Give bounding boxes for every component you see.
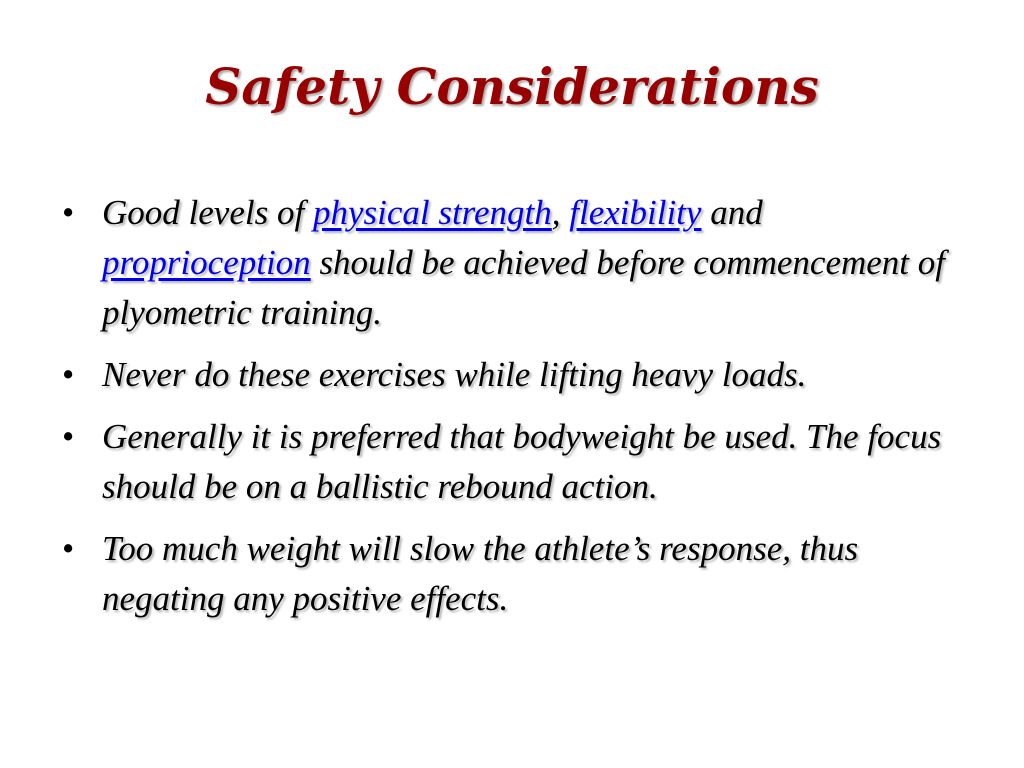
bullet-marker: •: [62, 529, 75, 568]
bullet-marker: •: [62, 193, 75, 232]
bullet-text-outro: should be achieved before commencement of plyometric training.: [102, 243, 945, 332]
bullet-item-2: [62, 350, 972, 400]
bullet-text: Generally it is preferred that bodyweight be used. The focus should be on a ballistic rebound action.: [102, 417, 942, 506]
bullet-item-4: [62, 524, 972, 624]
bullet-item-1: [62, 188, 972, 338]
bullet-text: Too much weight will slow the athlete’s response, thus negating any positive effects.: [102, 529, 859, 618]
bullet-list: [62, 188, 972, 636]
bullet-text-intro: Good levels of: [102, 193, 313, 232]
link-flexibility[interactable]: flexibility: [569, 193, 702, 232]
bullet-text-sep1: ,: [551, 193, 570, 232]
slide-title: Safety Considerations: [205, 57, 819, 116]
link-physical-strength[interactable]: physical strength: [312, 193, 552, 232]
bullet-text-sep2: and: [701, 193, 763, 232]
bullet-text: Never do these exercises while lifting heavy loads.: [102, 355, 807, 394]
bullet-marker: •: [62, 417, 75, 456]
bullet-marker: •: [62, 355, 75, 394]
bullet-item-3: [62, 412, 972, 512]
link-proprioception[interactable]: proprioception: [102, 243, 311, 282]
